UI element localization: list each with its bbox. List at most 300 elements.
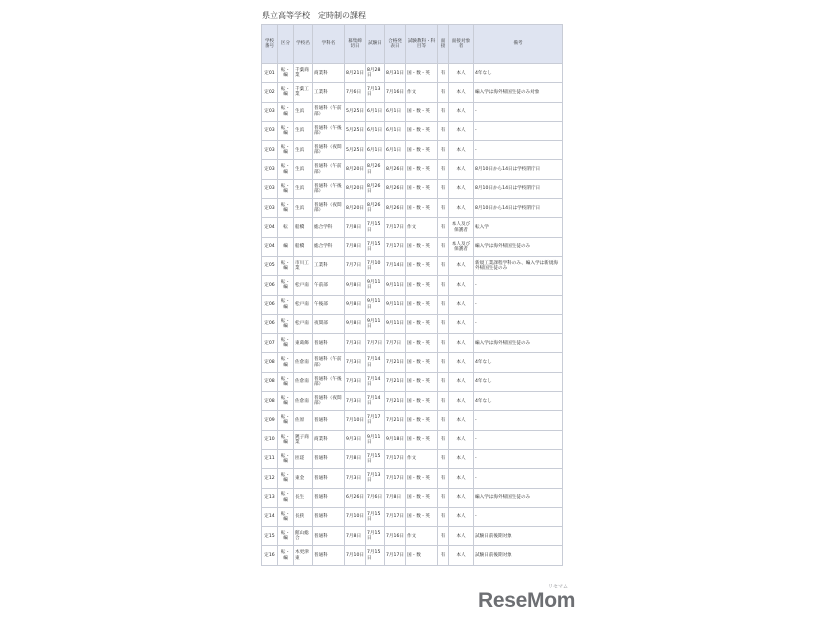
table-cell: 本人: [449, 295, 474, 314]
table-cell: -: [474, 449, 563, 468]
table-cell: 本人: [449, 488, 474, 507]
table-row: [262, 469, 563, 488]
resemom-logo: ReseMom: [478, 589, 576, 612]
column-header: 学校名: [294, 25, 313, 64]
table-cell: 7月21日: [385, 372, 406, 391]
table-cell: 定03: [262, 141, 278, 160]
table-cell: 8月26日: [366, 179, 385, 198]
table-row: [262, 527, 563, 546]
table-cell: -: [474, 295, 563, 314]
table-cell: 6月1日: [366, 121, 385, 140]
table-cell: 4年なし: [474, 64, 563, 83]
table-cell: 有: [438, 488, 449, 507]
table-cell: 転: [278, 218, 294, 237]
table-cell: 有: [438, 160, 449, 179]
table-cell: 7月8日: [385, 488, 406, 507]
table-cell: 有: [438, 237, 449, 256]
table-cell: 普通科（夜間部）: [313, 199, 345, 218]
table-cell: 国・数・英: [406, 256, 438, 275]
table-cell: 7月14日: [366, 392, 385, 411]
table-cell: 国・数・英: [406, 507, 438, 526]
table-cell: 8月26日: [385, 199, 406, 218]
table-cell: 8月20日: [345, 199, 366, 218]
table-cell: 定14: [262, 507, 278, 526]
table-cell: 7月7日: [345, 256, 366, 275]
table-cell: -: [474, 314, 563, 333]
table-row: [262, 199, 563, 218]
table-cell: 有: [438, 372, 449, 391]
table-cell: 定10: [262, 430, 278, 449]
table-cell: 有: [438, 199, 449, 218]
table-cell: 7月8日: [345, 218, 366, 237]
table-cell: 転・編: [278, 160, 294, 179]
table-cell: 7月15日: [366, 507, 385, 526]
table-cell: 本人: [449, 527, 474, 546]
table-cell: 生浜: [294, 102, 313, 121]
table-cell: 9月8日: [345, 295, 366, 314]
table-cell: 8月26日: [385, 160, 406, 179]
table-cell: 転・編: [278, 546, 294, 565]
table-cell: 7月16日: [385, 83, 406, 102]
table-cell: 転・編: [278, 64, 294, 83]
table-cell: 作文: [406, 218, 438, 237]
table-cell: 8月20日: [345, 179, 366, 198]
table-cell: 長狭: [294, 507, 313, 526]
table-cell: 国・数・英: [406, 179, 438, 198]
table-cell: 4年なし: [474, 392, 563, 411]
table-cell: 夜間部: [313, 314, 345, 333]
table-cell: 定06: [262, 276, 278, 295]
table-cell: 7月17日: [385, 507, 406, 526]
table-cell: 普通科（午後部）: [313, 372, 345, 391]
table-cell: 7月17日: [385, 469, 406, 488]
table-cell: 9月11日: [366, 276, 385, 295]
table-cell: 普通科（午前部）: [313, 160, 345, 179]
table-cell: 8月10日から14日は学校閉庁日: [474, 160, 563, 179]
table-cell: 7月14日: [366, 372, 385, 391]
table-cell: 転入学: [474, 218, 563, 237]
table-cell: 本人: [449, 141, 474, 160]
table-cell: 7月3日: [345, 392, 366, 411]
table-cell: 転・編: [278, 102, 294, 121]
table-cell: 編入学は海外帰国生徒のみ: [474, 488, 563, 507]
table-cell: 工業科: [313, 83, 345, 102]
table-cell: 本人: [449, 507, 474, 526]
table-cell: 定02: [262, 83, 278, 102]
table-cell: 国・数・英: [406, 411, 438, 430]
table-cell: 国・数・英: [406, 64, 438, 83]
table-row: [262, 546, 563, 565]
table-cell: 本人及び保護者: [449, 237, 474, 256]
table-cell: 有: [438, 179, 449, 198]
table-cell: 転・編: [278, 179, 294, 198]
table-cell: 商業科: [313, 64, 345, 83]
column-header: 合格発表日: [385, 25, 406, 64]
table-cell: 本人: [449, 64, 474, 83]
table-cell: 佐倉南: [294, 372, 313, 391]
table-cell: 6月26日: [345, 488, 366, 507]
table-cell: 8月26日: [366, 160, 385, 179]
table-cell: 国・数・英: [406, 372, 438, 391]
table-cell: 作文: [406, 527, 438, 546]
table-cell: 有: [438, 430, 449, 449]
table-cell: 新規工業課程学科のみ、編入学は新規海外帰国生徒のみ: [474, 256, 563, 275]
table-cell: 銚子商業: [294, 430, 313, 449]
table-cell: 転・編: [278, 353, 294, 372]
table-cell: 8月28日: [366, 64, 385, 83]
table-cell: 8月10日から14日は学校閉庁日: [474, 199, 563, 218]
table-cell: 8月20日: [345, 160, 366, 179]
table-cell: 普通科: [313, 546, 345, 565]
table-cell: 有: [438, 64, 449, 83]
table-cell: 定03: [262, 179, 278, 198]
table-cell: 編入学は海外帰国生徒のみ: [474, 237, 563, 256]
table-cell: 本人: [449, 179, 474, 198]
table-row: [262, 295, 563, 314]
table-row: [262, 392, 563, 411]
table-cell: 9月11日: [385, 295, 406, 314]
table-cell: 本人: [449, 314, 474, 333]
table-cell: 定12: [262, 469, 278, 488]
table-cell: 8月31日: [385, 64, 406, 83]
table-row: [262, 141, 563, 160]
table-cell: 午前部: [313, 276, 345, 295]
table-cell: 9月11日: [366, 314, 385, 333]
table-cell: 5月25日: [345, 121, 366, 140]
table-cell: 本人: [449, 392, 474, 411]
table-cell: 有: [438, 314, 449, 333]
table-cell: 5月25日: [345, 102, 366, 121]
schedule-table: [261, 24, 563, 566]
table-cell: 市川工業: [294, 256, 313, 275]
table-cell: 本人: [449, 411, 474, 430]
table-cell: 7月3日: [345, 334, 366, 353]
table-cell: 国・数・英: [406, 121, 438, 140]
table-cell: 本人: [449, 449, 474, 468]
table-cell: 本人: [449, 121, 474, 140]
table-cell: 編: [278, 237, 294, 256]
table-cell: 5月25日: [345, 141, 366, 160]
table-row: [262, 314, 563, 333]
table-cell: 普通科: [313, 488, 345, 507]
table-cell: 6月1日: [366, 141, 385, 160]
table-cell: 工業科: [313, 256, 345, 275]
table-cell: 転・編: [278, 392, 294, 411]
table-cell: 国・数・英: [406, 276, 438, 295]
table-cell: 船橋: [294, 237, 313, 256]
column-header: 面接: [438, 25, 449, 64]
table-cell: 東葛飾: [294, 334, 313, 353]
table-cell: 定07: [262, 334, 278, 353]
table-cell: 有: [438, 411, 449, 430]
table-cell: 試験日前後期対象: [474, 527, 563, 546]
table-cell: 8月26日: [366, 199, 385, 218]
table-cell: 館山総合: [294, 527, 313, 546]
table-cell: 佐原: [294, 411, 313, 430]
table-cell: 定08: [262, 372, 278, 391]
table-cell: 4年なし: [474, 372, 563, 391]
table-cell: 7月10日: [345, 507, 366, 526]
table-cell: 7月15日: [366, 449, 385, 468]
table-cell: 9月11日: [385, 276, 406, 295]
table-cell: 転・編: [278, 295, 294, 314]
table-cell: 国・数・英: [406, 469, 438, 488]
table-cell: 有: [438, 469, 449, 488]
table-cell: 本人: [449, 334, 474, 353]
table-cell: 7月3日: [345, 353, 366, 372]
table-cell: 本人: [449, 83, 474, 102]
table-cell: 9月11日: [366, 295, 385, 314]
table-cell: 有: [438, 276, 449, 295]
table-cell: 定04: [262, 237, 278, 256]
table-cell: 転・編: [278, 372, 294, 391]
table-cell: 有: [438, 527, 449, 546]
table-cell: 本人: [449, 256, 474, 275]
table-cell: 国・数・英: [406, 295, 438, 314]
table-cell: 総合学科: [313, 218, 345, 237]
table-cell: 7月17日: [385, 449, 406, 468]
table-cell: 定16: [262, 546, 278, 565]
table-cell: 8月26日: [385, 179, 406, 198]
table-cell: 転・編: [278, 507, 294, 526]
table-cell: 7月15日: [366, 527, 385, 546]
table-cell: 本人: [449, 102, 474, 121]
table-row: [262, 334, 563, 353]
table-cell: 普通科: [313, 334, 345, 353]
table-cell: 生浜: [294, 141, 313, 160]
table-row: [262, 121, 563, 140]
table-cell: 有: [438, 141, 449, 160]
table-cell: 転・編: [278, 527, 294, 546]
table-cell: 普通科（夜間部）: [313, 392, 345, 411]
table-cell: 転・編: [278, 256, 294, 275]
table-cell: 本人: [449, 469, 474, 488]
table-cell: 転・編: [278, 314, 294, 333]
table-cell: 有: [438, 121, 449, 140]
table-cell: 国・数・英: [406, 160, 438, 179]
table-cell: 本人: [449, 276, 474, 295]
column-header: 区分: [278, 25, 294, 64]
table-cell: 7月21日: [385, 392, 406, 411]
page-title: 県立高等学校 定時制の課程: [262, 11, 366, 20]
table-row: [262, 179, 563, 198]
table-cell: 本人: [449, 430, 474, 449]
table-cell: -: [474, 411, 563, 430]
table-cell: 有: [438, 256, 449, 275]
table-row: [262, 488, 563, 507]
table-cell: 9月8日: [345, 276, 366, 295]
column-header: 募集締切日: [345, 25, 366, 64]
column-header: 試験教科・科目等: [406, 25, 438, 64]
table-cell: 有: [438, 295, 449, 314]
table-row: [262, 507, 563, 526]
table-container: [261, 24, 562, 566]
table-cell: 国・数・英: [406, 488, 438, 507]
table-cell: 総合学科: [313, 237, 345, 256]
table-cell: 定01: [262, 64, 278, 83]
table-cell: 有: [438, 218, 449, 237]
table-cell: 転・編: [278, 141, 294, 160]
table-cell: 普通科: [313, 469, 345, 488]
table-cell: 9月11日: [385, 314, 406, 333]
table-header-row: [262, 25, 563, 64]
table-row: [262, 256, 563, 275]
table-cell: 定06: [262, 295, 278, 314]
table-cell: 7月7日: [366, 334, 385, 353]
table-cell: 国・数・英: [406, 392, 438, 411]
table-cell: 松戸南: [294, 295, 313, 314]
table-cell: 有: [438, 392, 449, 411]
table-cell: 6月1日: [385, 121, 406, 140]
table-cell: 国・数: [406, 546, 438, 565]
column-header: 備考: [474, 25, 563, 64]
table-cell: 長生: [294, 488, 313, 507]
table-cell: 普通科: [313, 449, 345, 468]
table-row: [262, 353, 563, 372]
table-row: [262, 64, 563, 83]
table-cell: 木更津東: [294, 546, 313, 565]
column-header: 学科名: [313, 25, 345, 64]
logo-subtitle: リセマム: [548, 584, 568, 590]
table-cell: 船橋: [294, 218, 313, 237]
table-cell: 7月15日: [366, 218, 385, 237]
table-cell: 定13: [262, 488, 278, 507]
column-header: 面接対象者: [449, 25, 474, 64]
table-cell: 7月8日: [345, 449, 366, 468]
table-cell: 9月18日: [385, 430, 406, 449]
table-row: [262, 411, 563, 430]
table-cell: -: [474, 469, 563, 488]
table-cell: 7月17日: [385, 237, 406, 256]
table-cell: 午後部: [313, 295, 345, 314]
table-cell: 7月15日: [366, 546, 385, 565]
table-cell: 転・編: [278, 121, 294, 140]
table-cell: 本人: [449, 199, 474, 218]
table-cell: -: [474, 276, 563, 295]
table-cell: 有: [438, 334, 449, 353]
table-cell: 転・編: [278, 488, 294, 507]
table-cell: 7月21日: [385, 353, 406, 372]
table-cell: 有: [438, 507, 449, 526]
table-row: [262, 372, 563, 391]
table-row: [262, 83, 563, 102]
table-cell: 定05: [262, 256, 278, 275]
table-row: [262, 102, 563, 121]
table-row: [262, 430, 563, 449]
table-cell: 国・数・英: [406, 430, 438, 449]
table-cell: 試験日前後期対象: [474, 546, 563, 565]
table-cell: 国・数・英: [406, 334, 438, 353]
table-cell: 転・編: [278, 411, 294, 430]
table-cell: 佐倉南: [294, 353, 313, 372]
table-cell: 本人: [449, 372, 474, 391]
table-cell: 千葉工業: [294, 83, 313, 102]
table-cell: 7月8日: [345, 527, 366, 546]
table-cell: 生浜: [294, 121, 313, 140]
table-cell: 編入学は海外帰国生徒のみ: [474, 334, 563, 353]
table-cell: 7月17日: [385, 218, 406, 237]
table-cell: 6月1日: [385, 102, 406, 121]
table-cell: -: [474, 507, 563, 526]
table-cell: 9月8日: [345, 314, 366, 333]
table-cell: 本人: [449, 353, 474, 372]
table-cell: 定03: [262, 160, 278, 179]
table-cell: 9月11日: [366, 430, 385, 449]
table-cell: 7月3日: [345, 372, 366, 391]
table-cell: 千葉商業: [294, 64, 313, 83]
table-cell: 普通科: [313, 507, 345, 526]
table-cell: 転・編: [278, 276, 294, 295]
table-cell: 普通科（夜間部）: [313, 141, 345, 160]
table-cell: 8月10日から14日は学校閉庁日: [474, 179, 563, 198]
table-cell: 普通科（午後部）: [313, 121, 345, 140]
table-cell: 定04: [262, 218, 278, 237]
table-cell: 転・編: [278, 469, 294, 488]
table-row: [262, 160, 563, 179]
table-cell: 7月10日: [345, 411, 366, 430]
table-cell: 普通科（午前部）: [313, 102, 345, 121]
table-cell: -: [474, 121, 563, 140]
table-cell: 7月13日: [366, 469, 385, 488]
table-cell: 生浜: [294, 179, 313, 198]
table-cell: 商業科: [313, 430, 345, 449]
table-cell: 7月14日: [366, 353, 385, 372]
table-cell: 定15: [262, 527, 278, 546]
table-cell: 匝瑳: [294, 449, 313, 468]
table-cell: 定03: [262, 199, 278, 218]
table-cell: 普通科: [313, 411, 345, 430]
table-cell: 生浜: [294, 199, 313, 218]
table-cell: 6月1日: [366, 102, 385, 121]
table-cell: 国・数・英: [406, 353, 438, 372]
table-cell: 有: [438, 449, 449, 468]
table-cell: 本人: [449, 546, 474, 565]
table-cell: 7月7日: [385, 334, 406, 353]
table-cell: 7月16日: [385, 527, 406, 546]
table-cell: 定03: [262, 121, 278, 140]
table-cell: 本人: [449, 160, 474, 179]
table-cell: 定11: [262, 449, 278, 468]
column-header: 試験日: [366, 25, 385, 64]
table-cell: 7月17日: [385, 546, 406, 565]
table-cell: 国・数・英: [406, 314, 438, 333]
table-cell: 定06: [262, 314, 278, 333]
table-row: [262, 449, 563, 468]
table-cell: -: [474, 141, 563, 160]
table-cell: 有: [438, 353, 449, 372]
table-cell: 転・編: [278, 199, 294, 218]
table-cell: 定08: [262, 392, 278, 411]
table-cell: 4年なし: [474, 353, 563, 372]
table-cell: 定03: [262, 102, 278, 121]
table-cell: 国・数・英: [406, 141, 438, 160]
table-cell: 国・数・英: [406, 237, 438, 256]
table-cell: 転・編: [278, 430, 294, 449]
table-cell: 有: [438, 546, 449, 565]
table-cell: 7月3日: [345, 469, 366, 488]
table-cell: 作文: [406, 449, 438, 468]
column-header: 学校番号: [262, 25, 278, 64]
table-cell: 定09: [262, 411, 278, 430]
table-cell: 7月10日: [345, 546, 366, 565]
table-cell: 本人及び保護者: [449, 218, 474, 237]
table-cell: 転・編: [278, 334, 294, 353]
table-cell: 普通科: [313, 527, 345, 546]
table-row: [262, 237, 563, 256]
table-cell: -: [474, 102, 563, 121]
table-cell: 佐倉南: [294, 392, 313, 411]
table-cell: 国・数・英: [406, 102, 438, 121]
